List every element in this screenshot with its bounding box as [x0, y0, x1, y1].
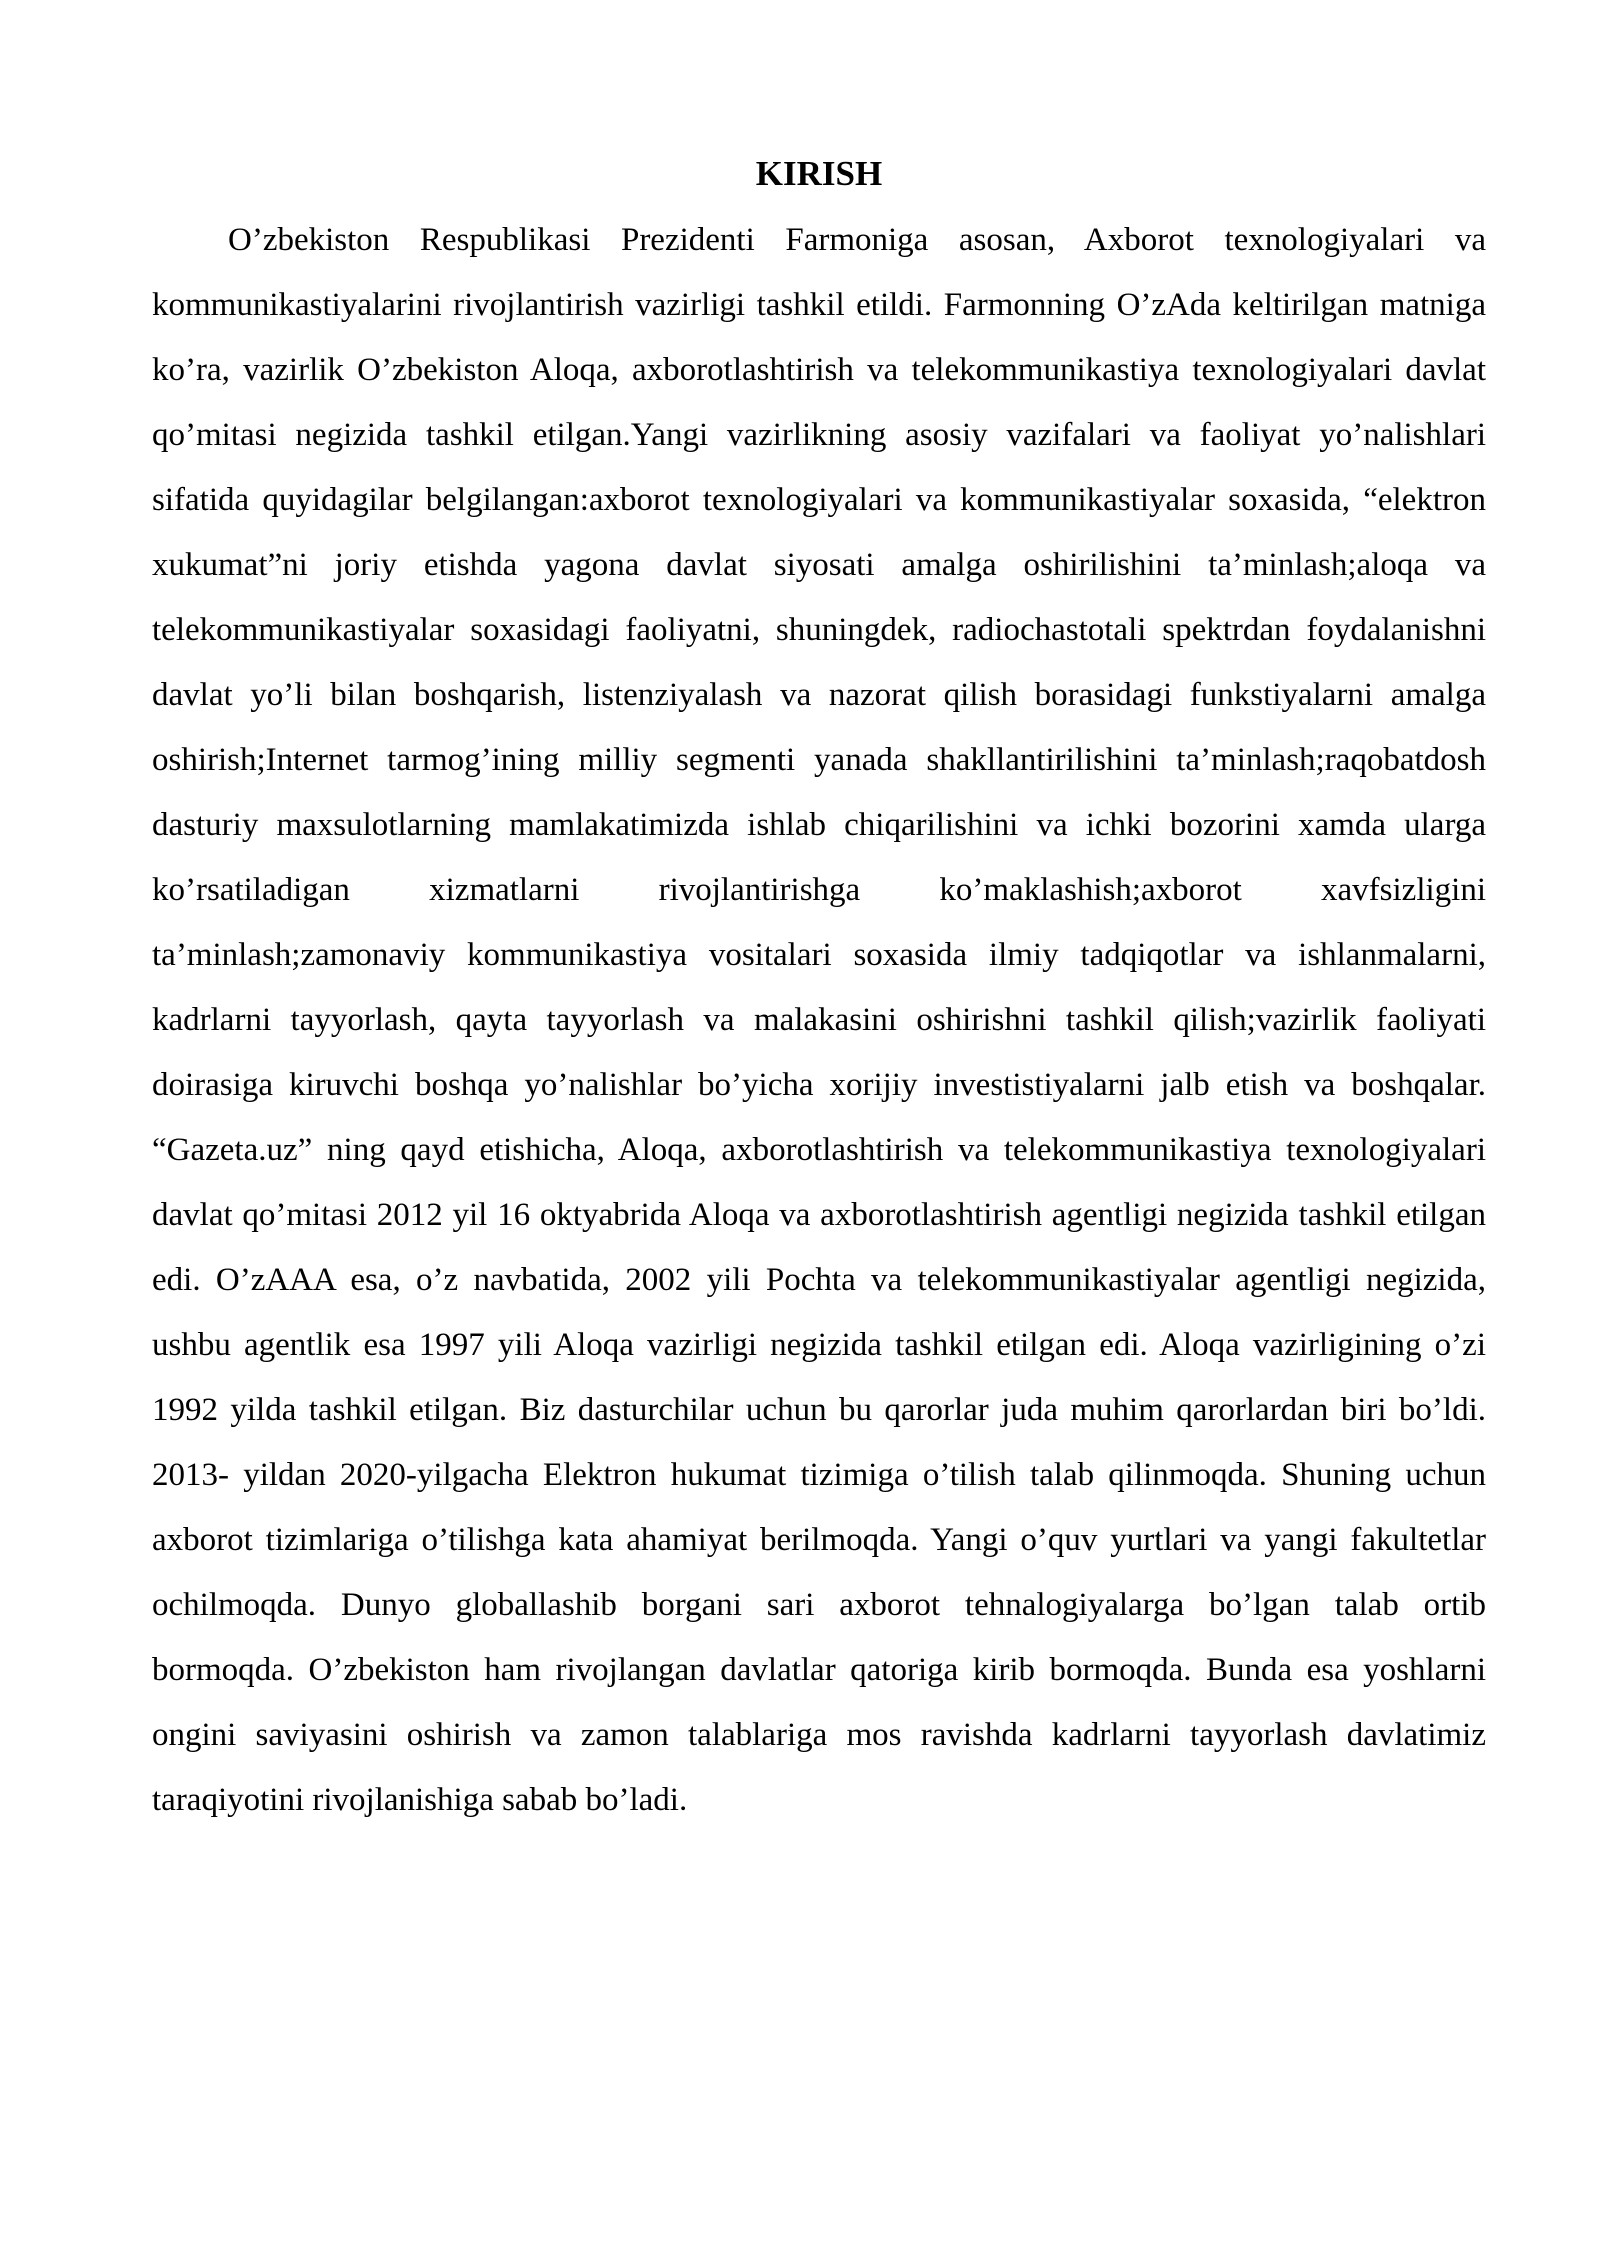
- body-paragraph: O’zbekiston Respublikasi Prezidenti Farmoniga asosan, Axborot texnologiyalari va kommunikastiyalarini rivojlantirish vazirligi tashkil etildi. Farmonning O’zAda keltirilgan matniga ko’ra, vazirlik O’zbekiston Aloqa, axborotlashtirish va telekommunikastiya texnologiyalari davlat qo’mitasi negizida tashkil etilgan.Yangi vazirlikning asosiy vazifalari va faoliyat yo’nalishlari sifatida quyidagilar belgilangan:axborot texnologiyalari va kommunikastiyalar soxasida, “elektron xukumat”ni joriy etishda yagona davlat siyosati amalga oshirilishini ta’minlash;aloqa va telekommunikastiyalar soxasidagi faoliyatni, shuningdek, radiochastotali spektrdan foydalanishni davlat yo’li bilan boshqarish, listenziyalash va nazorat qilish borasidagi funkstiyalarni amalga oshirish;Internet tarmog’ining milliy segmenti yanada shakllantirilishini ta’minlash;raqobatdosh dasturiy maxsulotlarning mamlakatimizda ishlab chiqarilishini va ichki bozorini xamda ularga ko’rsatiladigan xizmatlarni rivojlantirishga ko’maklashish;axborot xavfsizligini ta’minlash;zamonaviy kommunikastiya vositalari soxasida ilmiy tadqiqotlar va ishlanmalarni, kadrlarni tayyorlash, qayta tayyorlash va malakasini oshirishni tashkil qilish;vazirlik faoliyati doirasiga kiruvchi boshqa yo’nalishlar bo’yicha xorijiy investistiyalarni jalb etish va boshqalar. “Gazeta.uz” ning qayd etishicha, Aloqa, axborotlashtirish va telekommunikastiya texnologiyalari davlat qo’mitasi 2012 yil 16 oktyabrida Aloqa va axborotlashtirish agentligi negizida tashkil etilgan edi. O’zAAA esa, o’z navbatida, 2002 yili Pochta va telekommunikastiyalar agentligi negizida, ushbu agentlik esa 1997 yili Aloqa vazirligi negizida tashkil etilgan edi. Aloqa vazirligining o’zi 1992 yilda tashkil etilgan. Biz dasturchilar uchun bu qarorlar juda muhim qarorlardan biri bo’ldi. 2013- yildan 2020-yilgacha Elektron hukumat tizimiga o’tilish talab qilinmoqda. Shuning uchun axborot tizimlariga o’tilishga kata ahamiyat berilmoqda. Yangi o’quv yurtlari va yangi fakultetlar ochilmoqda. Dunyo globallashib borgani sari axborot tehnalogiyalarga bo’lgan talab ortib bormoqda. O’zbekiston ham rivojlangan davlatlar qatoriga kirib bormoqda. Bunda esa yoshlarni ongini saviyasini oshirish va zamon talablariga mos ravishda kadrlarni tayyorlash davlatimiz taraqiyotini rivojlanishiga sabab bo’ladi.: [152, 222, 1486, 1818]
- document-title: KIRISH: [755, 154, 883, 193]
